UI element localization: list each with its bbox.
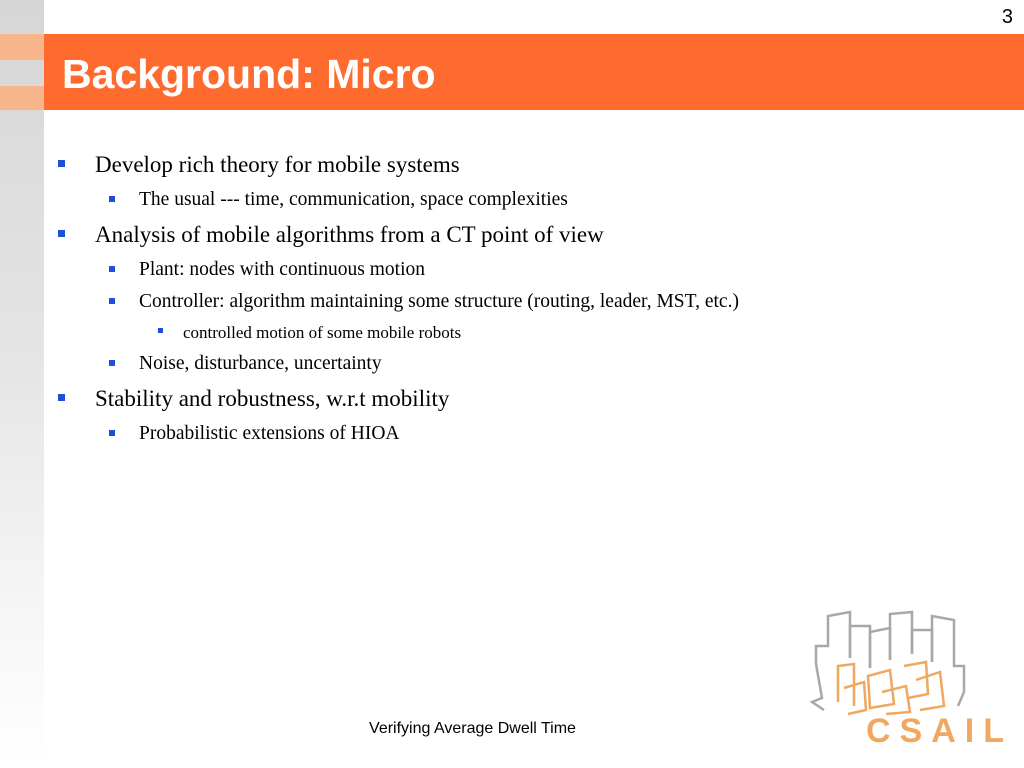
bullet-square-icon: [58, 230, 65, 237]
csail-logo-text: CSAIL: [866, 712, 1013, 750]
bullet-item: Controller: algorithm maintaining some structure (routing, leader, MST, etc.): [139, 291, 739, 312]
bullet-square-icon: [109, 430, 115, 436]
bullet-square-icon: [109, 196, 115, 202]
bullet-item: Develop rich theory for mobile systems: [95, 152, 460, 177]
bullet-square-icon: [158, 328, 163, 333]
bullet-item: Probabilistic extensions of HIOA: [139, 423, 400, 444]
bullet-square-icon: [109, 298, 115, 304]
left-accent-block-bottom: [0, 86, 44, 110]
bullet-item: controlled motion of some mobile robots: [183, 323, 462, 342]
left-accent-block-top: [0, 34, 44, 60]
bullet-item: Noise, disturbance, uncertainty: [139, 353, 382, 374]
left-decoration-strip: [0, 0, 44, 768]
bullet-square-icon: [109, 360, 115, 366]
bullet-item: Stability and robustness, w.r.t mobility: [95, 386, 450, 411]
bullet-item: The usual --- time, communication, space complexities: [139, 189, 568, 210]
bullet-square-icon: [58, 160, 65, 167]
bullet-item: Analysis of mobile algorithms from a CT point of view: [95, 222, 604, 247]
page-number: 3: [1001, 6, 1013, 28]
bullet-item: Plant: nodes with continuous motion: [139, 259, 425, 280]
slide-footer: Verifying Average Dwell Time: [369, 720, 576, 737]
bullet-square-icon: [58, 394, 65, 401]
slide-title: Background: Micro: [62, 51, 436, 97]
bullet-square-icon: [109, 266, 115, 272]
